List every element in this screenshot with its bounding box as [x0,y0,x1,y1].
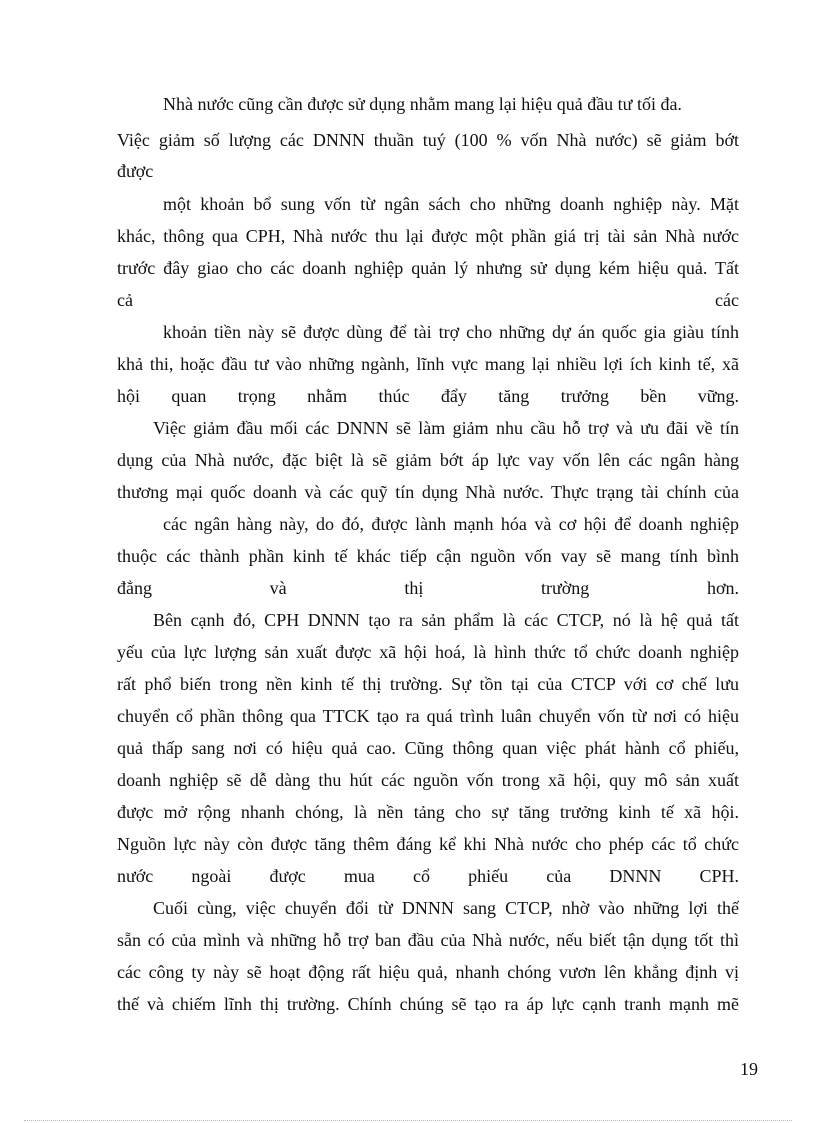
text-line: Việc giảm đầu mối các DNNN sẽ làm giảm nhu cầu hỗ trợ và ưu đãi về tín [153,418,739,438]
text-line: Cuối cùng, việc chuyển đổi từ DNNN sang CTCP, nhờ vào những lợi thế [153,898,739,918]
text-line: doanh nghiệp sẽ dễ dàng thu hút các nguồn vốn trong xã hội, quy mô sản xuất [117,770,739,790]
text-line: sẵn có của mình và những hỗ trợ ban đầu của Nhà nước, nếu biết tận dụng tốt thì [117,930,739,950]
text-line: Nguồn lực này còn được tăng thêm đáng kể khi Nhà nước cho phép các tổ chức [117,834,739,854]
text-line: cả các [117,290,739,310]
text-line: chuyển cổ phần thông qua TTCK tạo ra quá trình luân chuyển vốn từ nơi có hiệu [117,706,739,726]
page-number: 19 [740,1059,758,1079]
text-line: dụng của Nhà nước, đặc biệt là sẽ giảm bớt áp lực vay vốn lên các ngân hàng [117,450,739,470]
text-line: nước ngoài được mua cổ phiếu của DNNN CPH. [117,866,739,886]
text-line: thế và chiếm lĩnh thị trường. Chính chúng sẽ tạo ra áp lực cạnh tranh mạnh mẽ [117,994,739,1014]
text-line: rất phổ biến trong nền kinh tế thị trường. Sự tồn tại của CTCP với cơ chế lưu [117,674,739,694]
text-line: hội quan trọng nhằm thúc đẩy tăng trưởng bền vững. [117,386,739,406]
text-line: các ngân hàng này, do đó, được lành mạnh hóa và cơ hội để doanh nghiệp [163,514,739,534]
text-line: được mở rộng nhanh chóng, là nền tảng cho sự tăng trưởng kinh tế xã hội. [117,802,739,822]
footer-divider [24,1120,792,1121]
text-line: thuộc các thành phần kinh tế khác tiếp cận nguồn vốn vay sẽ mang tính bình [117,546,739,566]
text-line: đẳng và thị trường hơn. [117,578,739,598]
text-line: Bên cạnh đó, CPH DNNN tạo ra sản phẩm là các CTCP, nó là hệ quả tất [153,610,739,630]
text-line: khoản tiền này sẽ được dùng để tài trợ cho những dự án quốc gia giàu tính [163,322,739,342]
text-line: được [117,161,154,181]
text-line: Nhà nước cũng cần được sử dụng nhằm mang lại hiệu quả đầu tư tối đa. [163,94,682,114]
text-line: yếu của lực lượng sản xuất được xã hội hoá, là hình thức tổ chức doanh nghiệp [117,642,739,662]
text-line: quả thấp sang nơi có hiệu quả cao. Cũng thông quan việc phát hành cổ phiếu, [117,738,739,758]
text-line: các công ty này sẽ hoạt động rất hiệu quả, nhanh chóng vươn lên khẳng định vị [117,962,739,982]
text-line: thương mại quốc doanh và các quỹ tín dụng Nhà nước. Thực trạng tài chính của [117,482,739,502]
text-line: khác, thông qua CPH, Nhà nước thu lại được một phần giá trị tài sản Nhà nước [117,226,739,246]
text-line: Việc giảm số lượng các DNNN thuần tuý (100 % vốn Nhà nước) sẽ giảm bớt [117,130,739,150]
text-line: trước đây giao cho các doanh nghiệp quản lý nhưng sử dụng kém hiệu quả. Tất [117,258,739,278]
text-line: khả thi, hoặc đầu tư vào những ngành, lĩnh vực mang lại nhiều lợi ích kinh tế, xã [117,354,739,374]
text-line: một khoản bổ sung vốn từ ngân sách cho những doanh nghiệp này. Mặt [163,194,739,214]
